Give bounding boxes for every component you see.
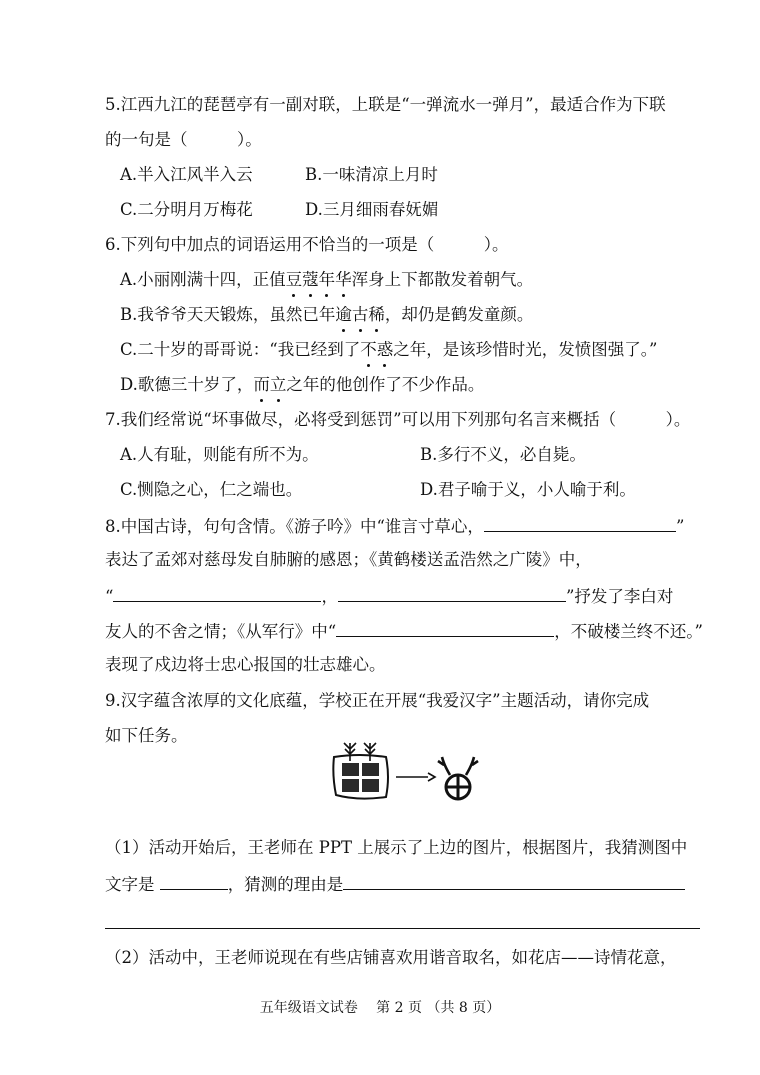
emphasis-dot-char: 蔻 xyxy=(302,268,319,292)
q6-d-pre: D.歌德三十岁了， xyxy=(120,375,254,394)
field-character-figure xyxy=(328,735,488,807)
emphasis-dot-char: 惑 xyxy=(377,338,394,362)
emphasis-dot-char: 而 xyxy=(253,373,270,397)
q5-option-a: A.半入江风半入云 xyxy=(120,165,253,184)
q8-line4 xyxy=(105,618,705,644)
q5-option-c: C.二分明月万梅花 xyxy=(120,200,253,219)
q6-b-dotted-word xyxy=(335,305,385,324)
right-arrow-icon xyxy=(396,773,435,781)
q6-c-post: 之年，是该珍惜时光，发愤图强了。” xyxy=(393,340,658,359)
q5-option-b: B.一味清凉上月时 xyxy=(305,165,438,184)
q9-part1-line1: （1）活动开始后，王老师在 PPT 上展示了上边的图片，根据图片，我猜测图中 xyxy=(105,838,688,857)
q8-blank-4[interactable] xyxy=(336,618,554,637)
emphasis-dot-char: 豆 xyxy=(286,268,303,292)
q6-a-dotted-word xyxy=(286,270,352,289)
q9-stem-line2: 如下任务。 xyxy=(105,726,188,745)
q8-l3-open: “ xyxy=(105,587,114,606)
page-footer: 五年级语文试卷 第 2 页 （共 8 页） xyxy=(259,1000,501,1016)
q6-option-b xyxy=(120,303,705,327)
emphasis-dot-char: 逾 xyxy=(335,303,352,327)
ancient-character-icon xyxy=(438,757,478,799)
q9-part1-line2 xyxy=(105,871,705,897)
q9-answer-line[interactable] xyxy=(105,928,700,929)
q6-option-a xyxy=(120,268,705,292)
q6-c-pre: C.二十岁的哥哥说：“我已经到了 xyxy=(120,340,361,359)
q6-stem: 6.下列句中加点的词语运用不恰当的一项是（ ）。 xyxy=(105,235,509,254)
emphasis-dot-char: 稀 xyxy=(368,303,385,327)
q6-a-pre: A.小丽刚满十四，正值 xyxy=(120,270,286,289)
emphasis-dot-char: 年 xyxy=(319,268,336,292)
q5-stem-line2: 的一句是（ ）。 xyxy=(105,130,262,149)
q8-l3-post: ”抒发了李白对 xyxy=(565,587,674,606)
q8-l1-pre: 8.中国古诗，句句含情。《游子吟》中“谁言寸草心， xyxy=(105,517,484,536)
field-picture-icon xyxy=(333,743,388,799)
q7-stem: 7.我们经常说“坏事做尽，必将受到惩罚”可以用下列那句名言来概括（ ）。 xyxy=(105,410,691,429)
emphasis-dot-char: 古 xyxy=(352,303,369,327)
q9-reason-blank[interactable] xyxy=(343,871,685,890)
q9-stem-line1: 9.汉字蕴含浓厚的文化底蕴，学校正在开展“我爱汉字”主题活动，请你完成 xyxy=(105,691,650,710)
q8-blank-3[interactable] xyxy=(338,583,566,602)
q8-l4-pre: 友人的不舍之情；《从军行》中“ xyxy=(105,622,337,641)
q8-line1 xyxy=(105,513,705,539)
q6-b-pre: B.我爷爷天天锻炼，虽然已年 xyxy=(120,305,336,324)
q8-blank-2[interactable] xyxy=(113,583,321,602)
q7-option-d: D.君子喻于义，小人喻于利。 xyxy=(420,480,636,499)
q8-line5: 表现了戍边将士忠心报国的壮志雄心。 xyxy=(105,655,386,674)
q9-p1-mid: ，猜测的理由是 xyxy=(227,875,344,894)
q9-part2-line1: （2）活动中，王老师说现在有些店铺喜欢用谐音取名，如花店——诗情花意， xyxy=(105,948,677,967)
q8-l4-post: ，不破楼兰终不还。” xyxy=(554,622,703,641)
emphasis-dot-char: 华 xyxy=(335,268,352,292)
q6-a-post: 浑身上下都散发着朝气。 xyxy=(351,270,534,289)
q6-d-post: 之年的他创作了不少作品。 xyxy=(286,375,485,394)
q8-line2: 表达了孟郊对慈母发自肺腑的感恩；《黄鹤楼送孟浩然之广陵》中， xyxy=(105,550,592,569)
q8-l1-post: ” xyxy=(675,517,685,536)
q6-c-dotted-word xyxy=(360,340,393,359)
q7-option-b: B.多行不义，必自毙。 xyxy=(420,445,586,464)
q9-character-blank[interactable] xyxy=(160,871,228,890)
q6-option-d xyxy=(120,373,705,397)
q6-d-dotted-word xyxy=(253,375,286,394)
q9-p1-pre: 文字是 xyxy=(105,875,155,894)
emphasis-dot-char: 不 xyxy=(360,338,377,362)
q8-l3-comma: ， xyxy=(321,587,338,606)
q8-blank-1[interactable] xyxy=(484,513,676,532)
q6-option-c xyxy=(120,338,705,362)
q6-b-post: ，却仍是鹤发童颜。 xyxy=(384,305,534,324)
q5-stem-line1: 5.江西九江的琵琶亭有一副对联，上联是“一弹流水一弹月”，最适合作为下联 xyxy=(105,95,666,114)
q7-option-c: C.恻隐之心，仁之端也。 xyxy=(120,480,303,499)
q5-option-d: D.三月细雨春妩媚 xyxy=(305,200,439,219)
q7-option-a: A.人有耻，则能有所不为。 xyxy=(120,445,319,464)
emphasis-dot-char: 立 xyxy=(270,373,287,397)
q8-line3 xyxy=(105,583,705,609)
